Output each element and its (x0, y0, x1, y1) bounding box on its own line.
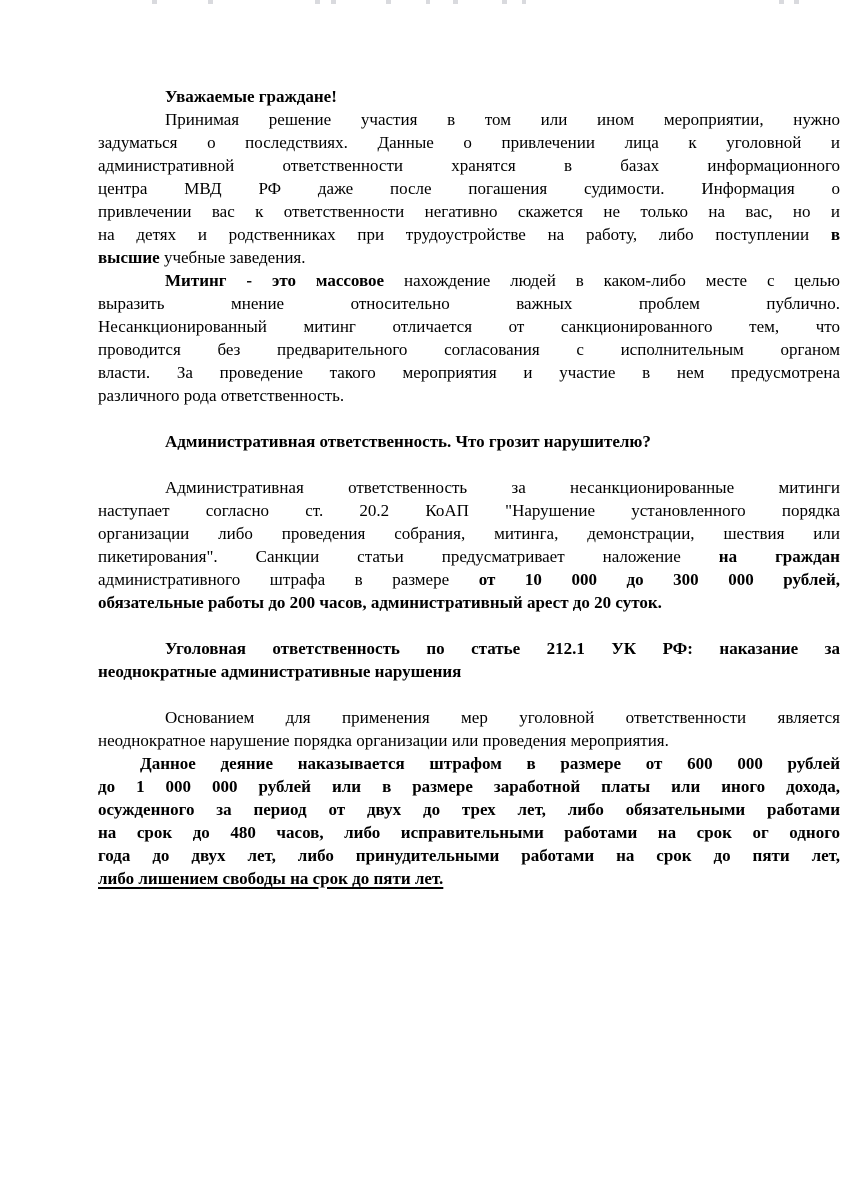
text-run: года до двух лет, либо принудительными работами на срок до пяти лет, (98, 846, 840, 865)
text-run: либо лишением свободы на срок до пяти лет. (98, 869, 444, 888)
text-run: до 1 000 000 рублей или в размере заработной платы или иного дохода, (98, 777, 840, 796)
text-run: выразить мнение относительно важных проблем публично. (98, 294, 840, 313)
text-line (98, 867, 840, 890)
text-run: пикетирования". Санкции статьи предусматривает наложение (98, 547, 719, 566)
criminal-penalty-paragraph (98, 752, 840, 890)
text-run: власти. За проведение такого мероприятия и участие в нем предусмотрена (98, 363, 840, 382)
text-run: центра МВД РФ даже после погашения судимости. Информация о (98, 179, 840, 198)
text-run: неоднократные административные нарушения (98, 662, 462, 681)
text-line (98, 85, 840, 108)
administrative-responsibility-paragraph (98, 476, 840, 614)
salutation-heading (98, 85, 840, 108)
text-line (98, 706, 840, 729)
text-line (98, 775, 840, 798)
text-line (98, 821, 840, 844)
text-run: Несанкционированный митинг отличается от санкционированного тем, что (98, 317, 840, 336)
text-line (98, 637, 840, 660)
administrative-responsibility-heading (98, 430, 840, 453)
intro-paragraph (98, 108, 840, 269)
scan-speck (502, 0, 507, 4)
document-content (98, 85, 840, 890)
text-line (98, 476, 840, 499)
text-run: нахождение людей в каком-либо месте с целью (384, 271, 840, 290)
scan-speck (315, 0, 320, 4)
text-run: Принимая решение участия в том или ином мероприятии, нужно (165, 110, 840, 129)
scan-speck (331, 0, 336, 4)
text-line (98, 545, 840, 568)
text-line (98, 384, 840, 407)
text-run: Уважаемые граждане! (165, 87, 337, 106)
text-run: Основанием для применения мер уголовной ответственности является (165, 708, 840, 727)
text-run: привлечении вас к ответственности негативно скажется не только на вас, но и (98, 202, 840, 221)
text-line (98, 177, 840, 200)
criminal-basis-paragraph (98, 706, 840, 752)
text-line (98, 338, 840, 361)
criminal-responsibility-heading (98, 637, 840, 683)
scan-speck (453, 0, 458, 4)
text-line (98, 200, 840, 223)
text-line (98, 223, 840, 246)
text-line (98, 752, 840, 775)
text-run: на граждан (718, 547, 840, 566)
text-run: Административная ответственность. Что грозит нарушителю? (165, 432, 651, 451)
text-line (98, 131, 840, 154)
miting-definition-paragraph (98, 269, 840, 407)
scan-speck (152, 0, 157, 4)
text-run: проводится без предварительного согласования с исполнительным органом (98, 340, 840, 359)
scan-speck (522, 0, 526, 4)
scan-speck (794, 0, 799, 4)
text-run: задуматься о последствиях. Данные о привлечении лица к уголовной и (98, 133, 840, 152)
text-run: высшие (98, 248, 160, 267)
text-line (98, 269, 840, 292)
text-line (98, 292, 840, 315)
text-line (98, 361, 840, 384)
scan-speck (386, 0, 391, 4)
scan-speck (208, 0, 213, 4)
text-line (98, 315, 840, 338)
text-run: административной ответственности хранятся в базах информационного (98, 156, 840, 175)
text-run: на срок до 480 часов, либо исправительными работами на срок ог одного (98, 823, 840, 842)
text-line (98, 108, 840, 131)
text-run: Уголовная ответственность по статье 212.1 УК РФ: наказание за (165, 639, 840, 658)
text-run: организации либо проведения собрания, митинга, демонстрации, шествия или (98, 524, 840, 543)
text-line (98, 154, 840, 177)
text-line (98, 844, 840, 867)
text-line (98, 591, 840, 614)
text-line (98, 246, 840, 269)
text-line (98, 660, 840, 683)
text-run: наступает согласно ст. 20.2 КоАП "Нарушение установленного порядка (98, 501, 840, 520)
text-line (98, 568, 840, 591)
text-run: осужденного за период от двух до трех лет, либо обязательными работами (98, 800, 840, 819)
text-run: различного рода ответственность. (98, 386, 345, 405)
scan-speck (779, 0, 784, 4)
text-line (98, 430, 840, 453)
text-run: неоднократное нарушение порядка организации или проведения мероприятия. (98, 731, 669, 750)
text-run: от 10 000 до 300 000 рублей, (478, 570, 840, 589)
text-run: учебные заведения. (159, 248, 306, 267)
text-line (98, 499, 840, 522)
text-run: Митинг - это массовое (165, 271, 385, 290)
text-line (98, 798, 840, 821)
text-run: на детях и родственниках при трудоустройстве на работу, либо поступлении (98, 225, 831, 244)
text-run: Административная ответственность за несанкционированные митинги (165, 478, 840, 497)
scan-speck (426, 0, 430, 4)
text-run: Данное деяние наказывается штрафом в размере от 600 000 рублей (140, 754, 840, 773)
text-run: административного штрафа в размере (98, 570, 479, 589)
text-run: обязательные работы до 200 часов, административный арест до 20 суток. (98, 593, 662, 612)
text-line (98, 729, 840, 752)
text-run: в (830, 225, 840, 244)
text-line (98, 522, 840, 545)
